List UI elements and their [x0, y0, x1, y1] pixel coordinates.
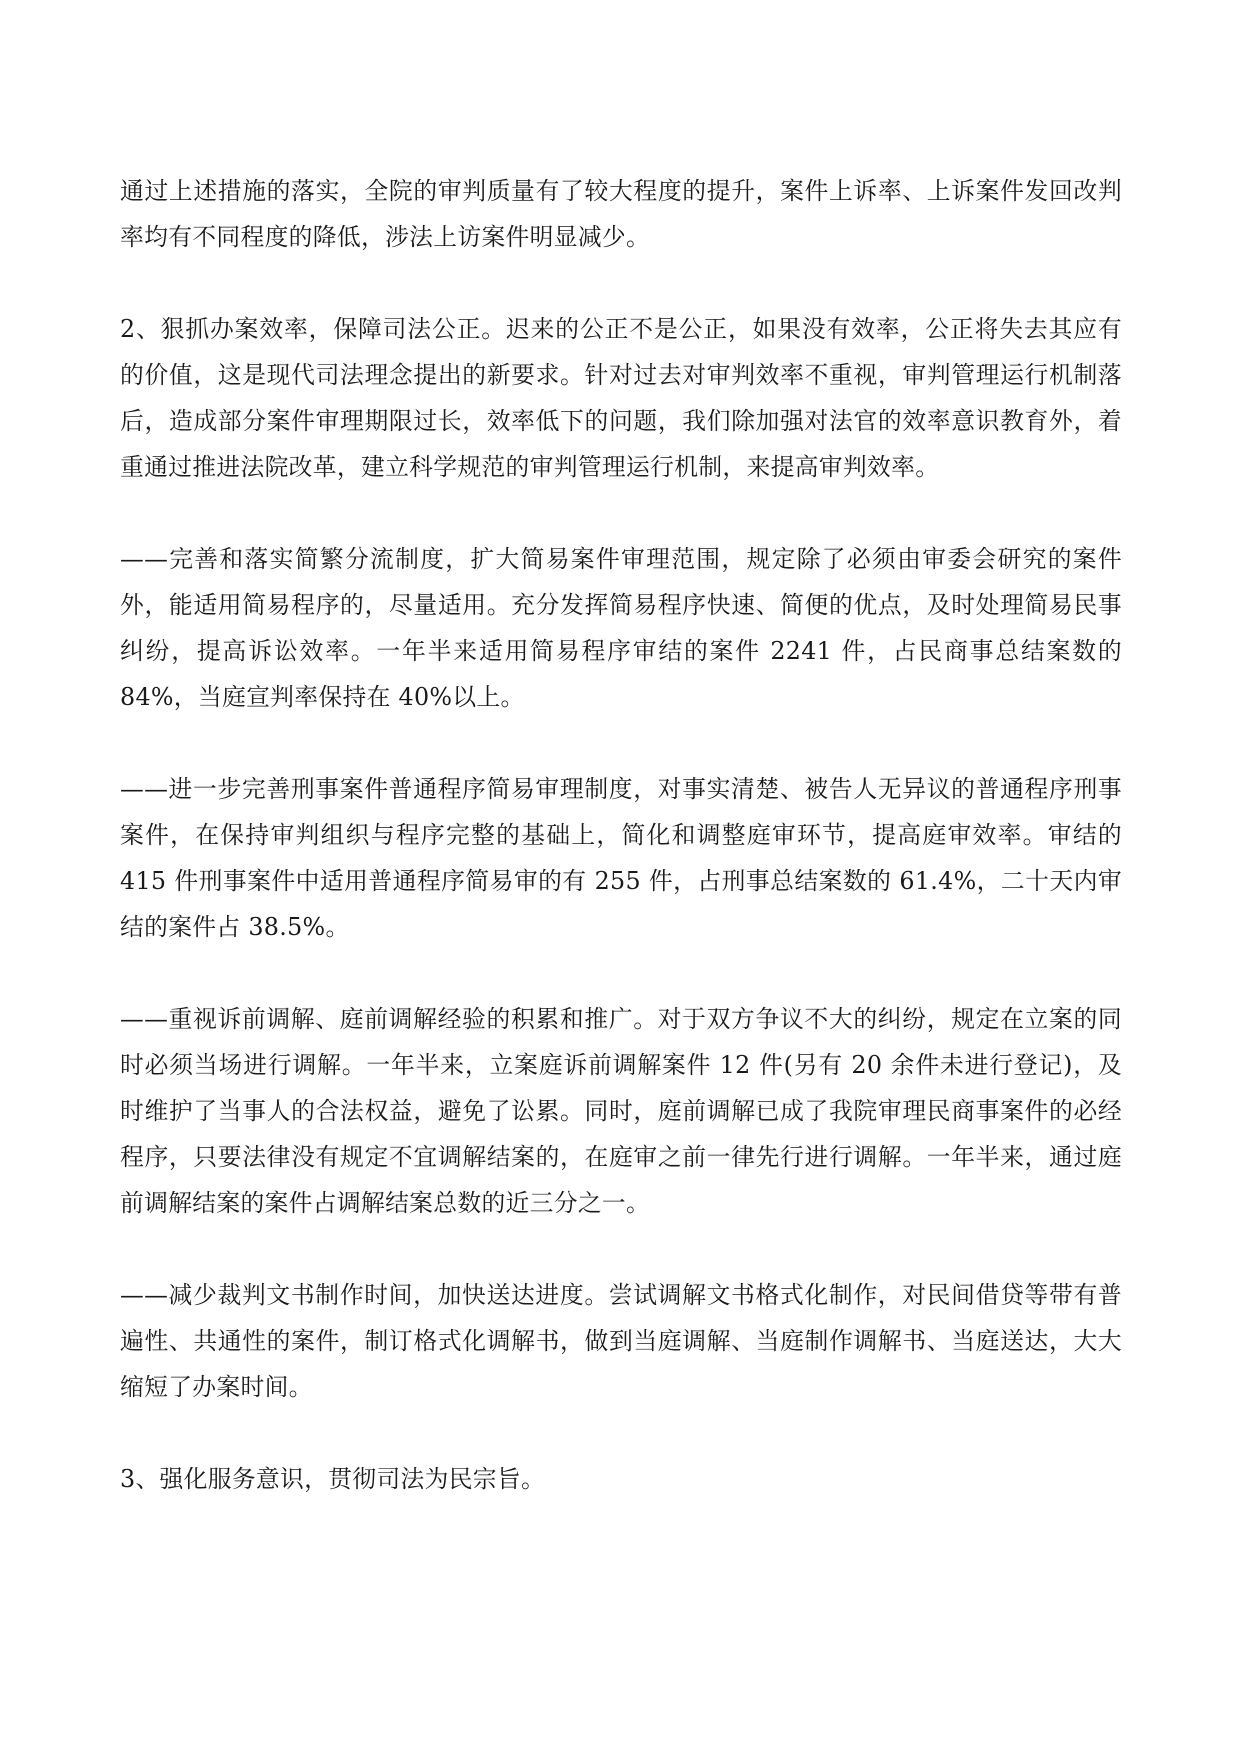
paragraph-mediation: ——重视诉前调解、庭前调解经验的积累和推广。对于双方争议不大的纠纷，规定在立案的同时必须当场进行调解。一年半来，立案庭诉前调解案件 12 件(另有 20 余件未进行登记)，及时维护了当事人的合法权益，避免了讼累。同时，庭前调解已成了我院审理民商事案件的必经程序，只要法律没有规定不宜调解结案的，在庭审之前一律先行进行调解。一年半来，通过庭前调解结案的案件占调解结案总数的近三分之一。: [120, 1005, 1122, 1217]
paragraph-efficiency-heading: 2、狠抓办案效率，保障司法公正。迟来的公正不是公正，如果没有效率，公正将失去其应有的价值，这是现代司法理念提出的新要求。针对过去对审判效率不重视，审判管理运行机制落后，造成部分案件审理期限过长，效率低下的问题，我们除加强对法官的效率意识教育外，着重通过推进法院改革，建立科学规范的审判管理运行机制，来提高审判效率。: [120, 315, 1122, 481]
paragraph-documents: ——减少裁判文书制作时间，加快送达进度。尝试调解文书格式化制作，对民间借贷等带有普遍性、共通性的案件，制订格式化调解书，做到当庭调解、当庭制作调解书、当庭送达，大大缩短了办案时间。: [120, 1281, 1122, 1401]
document-body: [120, 168, 1122, 1502]
paragraph-service-heading: 3、强化服务意识，贯彻司法为民宗旨。: [120, 1465, 546, 1493]
paragraph-criminal-procedure: ——进一步完善刑事案件普通程序简易审理制度，对事实清楚、被告人无异议的普通程序刑事案件，在保持审判组织与程序完整的基础上，简化和调整庭审环节，提高庭审效率。审结的 415 件刑事案件中适用普通程序简易审的有 255 件，占刑事总结案数的 61.4%，二十天内审结的案件占 38.5%。: [120, 775, 1122, 941]
paragraph-simple-procedure: ——完善和落实简繁分流制度，扩大简易案件审理范围，规定除了必须由审委会研究的案件外，能适用简易程序的，尽量适用。充分发挥简易程序快速、简便的优点，及时处理简易民事纠纷，提高诉讼效率。一年半来适用简易程序审结的案件 2241 件，占民商事总结案数的84%，当庭宣判率保持在 40%以上。: [120, 545, 1122, 711]
paragraph-quality-results: 通过上述措施的落实，全院的审判质量有了较大程度的提升，案件上诉率、上诉案件发回改判率均有不同程度的降低，涉法上访案件明显减少。: [120, 177, 1122, 251]
